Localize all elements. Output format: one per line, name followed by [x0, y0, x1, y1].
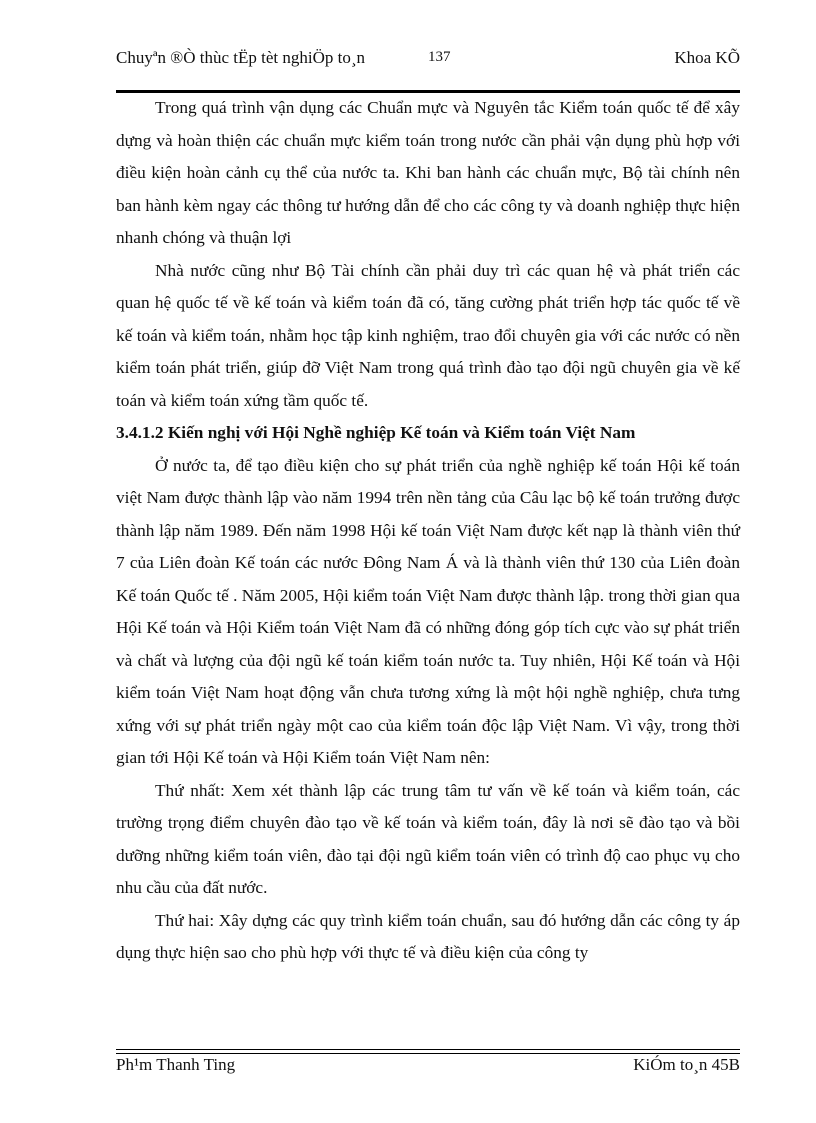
header-title: Chuyªn ®Ò thùc tËp tèt nghiÖp to¸n	[116, 48, 365, 67]
footer-class: KiÓm to¸n 45B	[633, 1055, 740, 1074]
paragraph: Nhà nước cũng như Bộ Tài chính cần phải duy trì các quan hệ và phát triển các quan hệ quốc tế về kế toán và kiểm toán đã có, tăng cường phát triển hợp tác quốc tế về kế toán và kiểm toán, nhằm học tập kinh nghiệm, trao đổi chuyên gia với các nước có nền kiểm toán phát triển, giúp đỡ Việt Nam trong quá trình đào tạo đội ngũ chuyên gia về kế toán và kiểm toán xứng tầm quốc tế.	[116, 260, 740, 410]
footer-divider	[116, 1049, 740, 1054]
paragraph: Thứ nhất: Xem xét thành lập các trung tâm tư vấn về kế toán và kiểm toán, các trường trọng điểm chuyên đào tạo về kế toán và kiểm toán, đây là nơi sẽ đào tạo và bồi dưỡng những kiểm toán viên, đào tại đội ngũ kiểm toán viên có trình độ cao phục vụ cho nhu cầu của đất nước.	[116, 780, 740, 897]
paragraph: Thứ hai: Xây dựng các quy trình kiểm toán chuẩn, sau đó hướng dẫn các công ty áp dụng thực hiện sao cho phù hợp với thực tế và điều kiện của công ty	[116, 910, 740, 962]
page-header	[116, 48, 740, 90]
paragraph: Trong quá trình vận dụng các Chuẩn mực và Nguyên tắc Kiểm toán quốc tế để xây dựng và hoàn thiện các chuẩn mực kiểm toán trong nước cần phải vận dụng phù hợp với điều kiện hoàn cảnh cụ thể của nước ta. Khi ban hành các chuẩn mực, Bộ tài chính nên ban hành kèm ngay các thông tư hướng dẫn để cho các công ty và doanh nghiệp thực hiện nhanh chóng và thuận lợi	[116, 98, 740, 247]
page-number: 137	[428, 49, 451, 65]
document-body	[116, 92, 740, 970]
paragraph: Ở nước ta, để tạo điều kiện cho sự phát triển của nghề nghiệp kế toán Hội kế toán việt Nam được thành lập vào năm 1994 trên nền tảng của Câu lạc bộ kế toán trưởng được thành lập năm 1989. Đến năm 1998 Hội kế toán Việt Nam được kết nạp là thành viên thứ 7 của Liên đoàn Kế toán các nước Đông Nam Á và là thành viên thứ 130 của Liên đoàn Kế toán Quốc tế . Năm 2005, Hội kiểm toán Việt Nam được thành lập. trong thời gian qua Hội Kế toán và Hội Kiểm toán Việt Nam đã có những đóng góp tích cực vào sự phát triển và chất và lượng của đội ngũ kế toán kiểm toán nước ta. Tuy nhiên, Hội Kế toán và Hội kiểm toán Việt Nam hoạt động vẫn chưa tương xứng là một hội nghề nghiệp, chưa tưng xứng với sự phát triển ngày một cao của kiểm toán độc lập Việt Nam. Vì vậy, trong thời gian tới Hội Kế toán và Hội Kiểm toán Việt Nam nên:	[116, 455, 740, 767]
section-heading: 3.4.1.2 Kiến nghị với Hội Nghề nghiệp Kế toán và Kiểm toán Việt Nam	[116, 423, 636, 442]
footer-author: Ph¹m Thanh Ting	[116, 1055, 236, 1074]
header-department: Khoa KÕ	[674, 48, 740, 67]
